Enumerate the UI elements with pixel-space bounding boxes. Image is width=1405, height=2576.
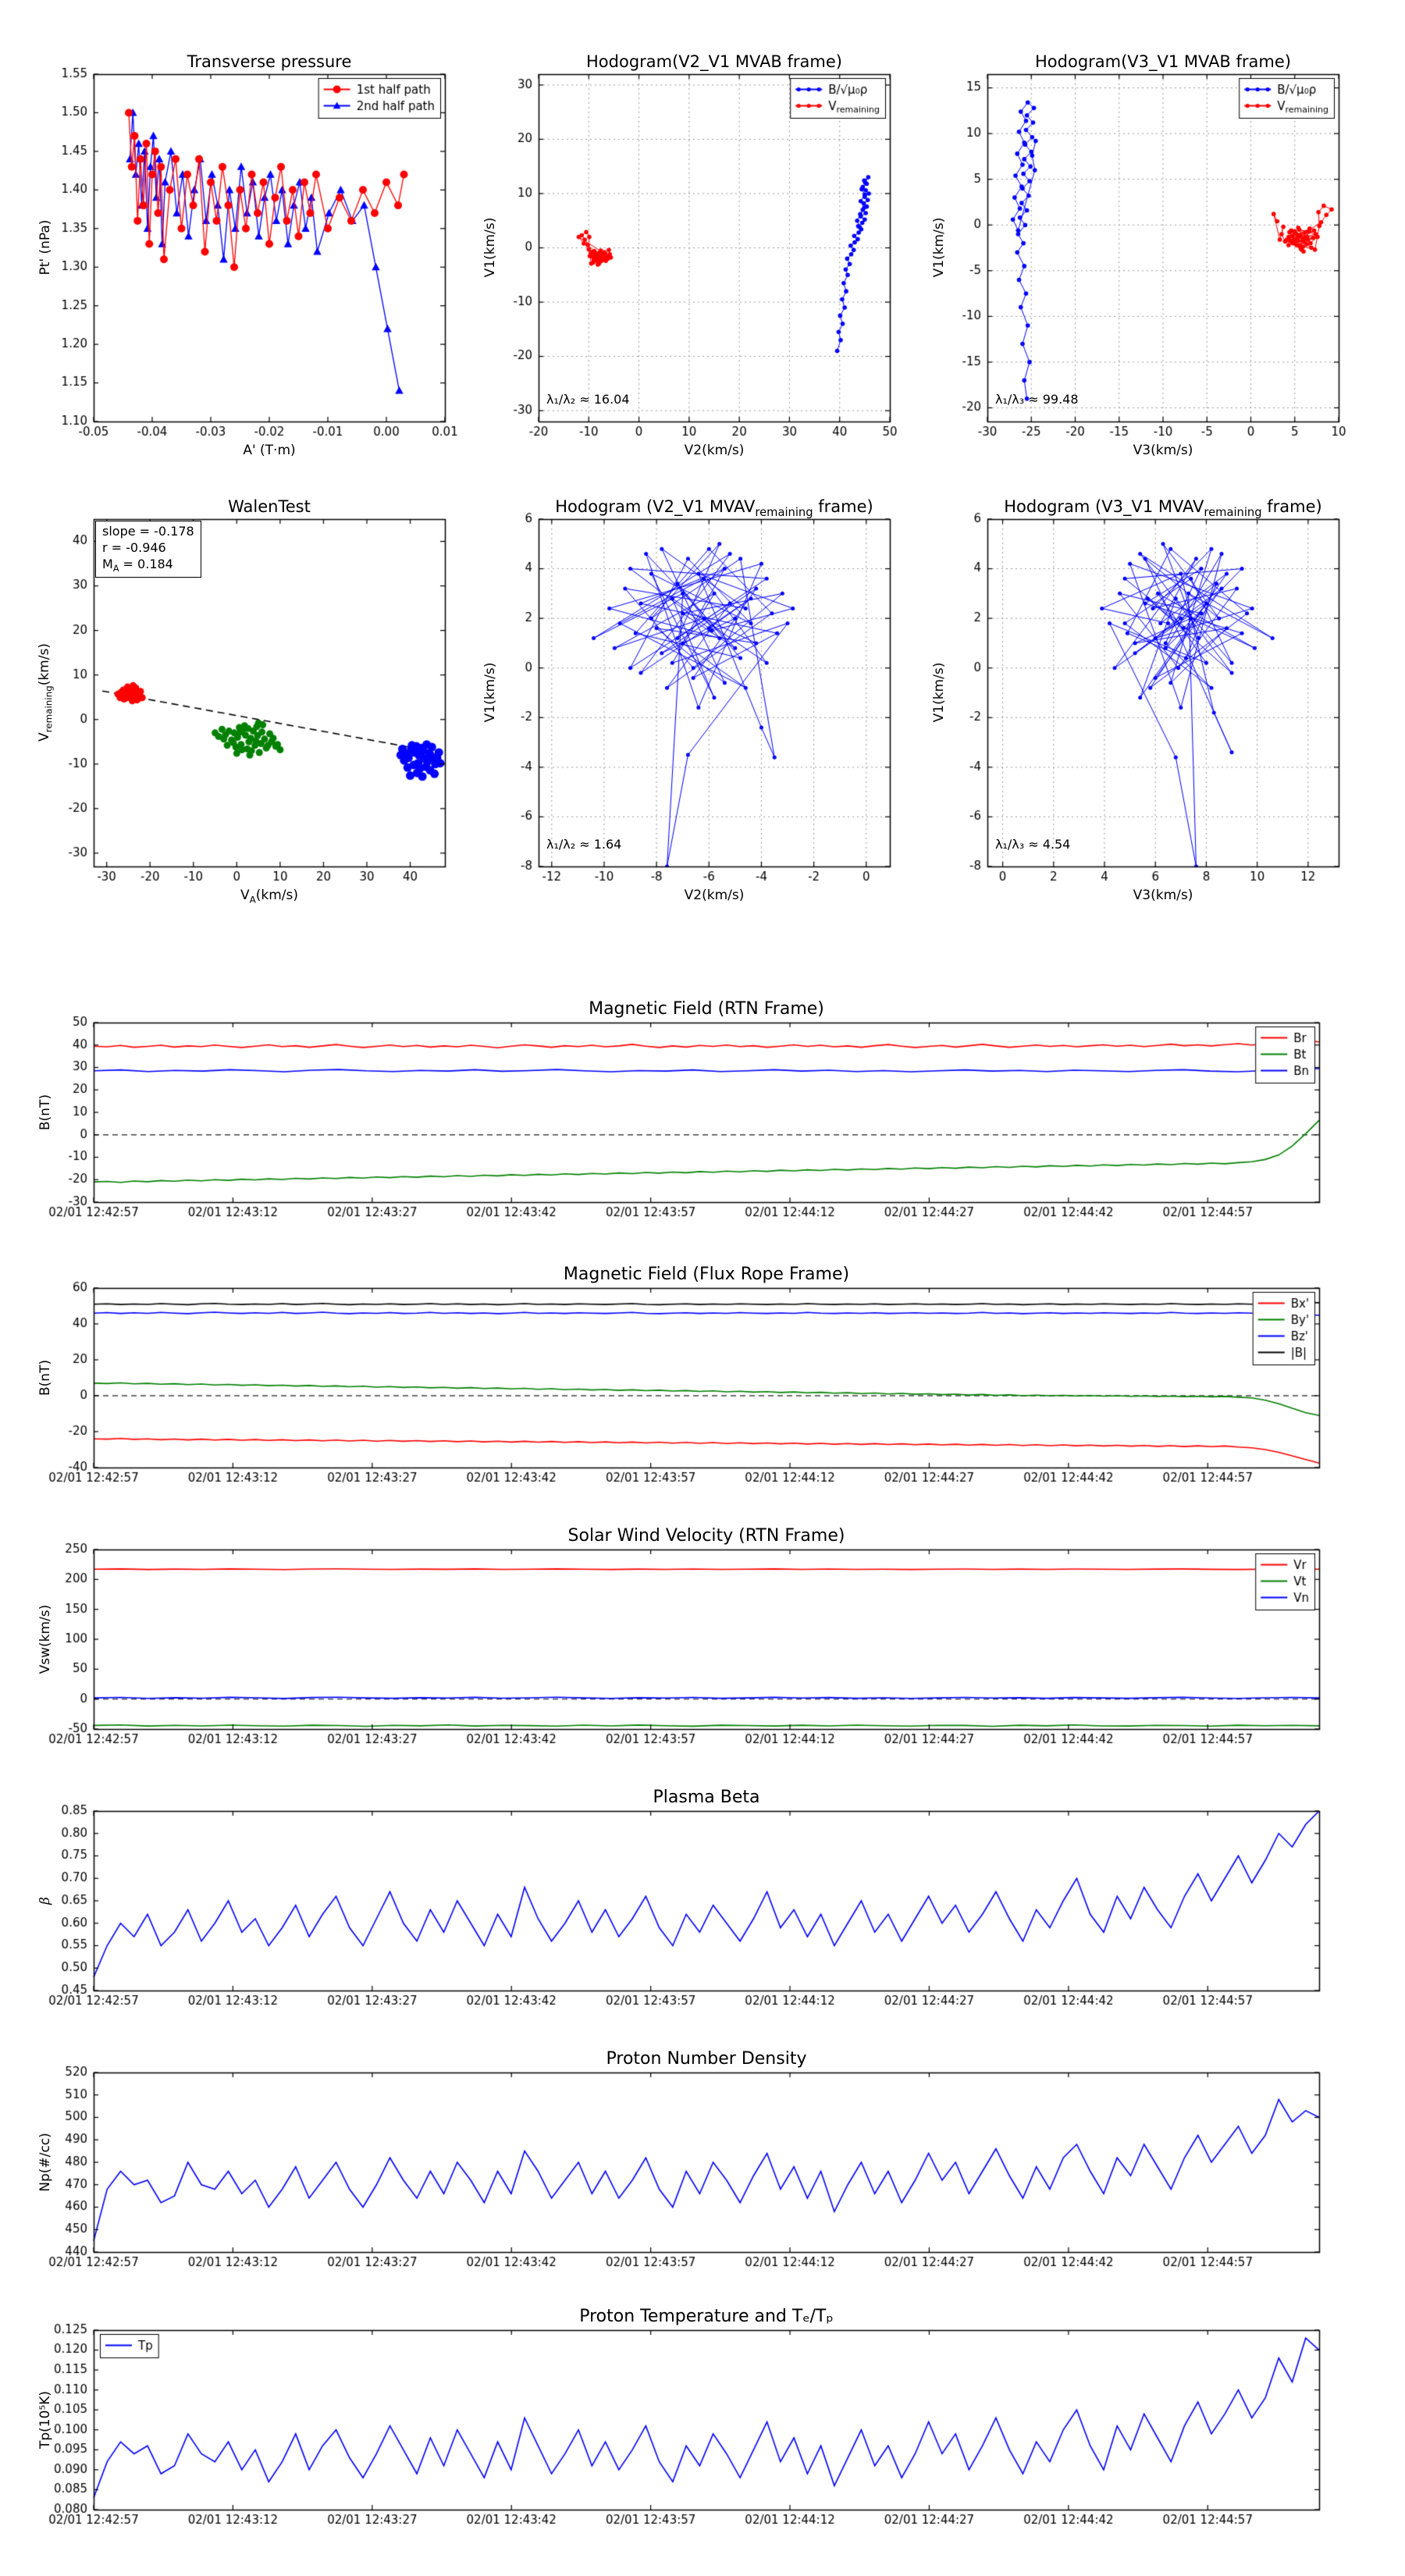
eigenvalue-ratio-annotation: λ₁/λ₃ ≈ 4.54 xyxy=(995,837,1071,852)
y-axis-label: Pt' (nPa) xyxy=(37,219,53,276)
x-axis-label: A' (T·m) xyxy=(243,443,296,458)
x-axis-label: V3(km/s) xyxy=(1133,888,1193,903)
solar-wind-velocity-canvas xyxy=(33,1526,1330,1760)
chart-solar-wind-velocity xyxy=(33,1526,1330,1760)
x-axis-label: V3(km/s) xyxy=(1133,443,1193,458)
chart-title: Transverse pressure xyxy=(187,52,352,71)
y-axis-label: V1(km/s) xyxy=(482,217,498,278)
chart-title: Hodogram(V3_V1 MVAB frame) xyxy=(1035,52,1291,71)
walen-correlation-value: r = -0.946 xyxy=(102,539,166,555)
chart-proton-temperature xyxy=(33,2307,1330,2541)
eigenvalue-ratio-annotation: λ₁/λ₂ ≈ 1.64 xyxy=(546,837,622,852)
y-axis-label: B(nT) xyxy=(37,1359,53,1397)
chart-title: Solar Wind Velocity (RTN Frame) xyxy=(567,1526,845,1546)
chart-title: Plasma Beta xyxy=(653,1788,760,1807)
x-axis-label: V2(km/s) xyxy=(684,888,745,903)
magnetic-field-rtn-canvas xyxy=(33,999,1330,1233)
chart-plasma-beta xyxy=(33,1788,1330,2022)
y-axis-label: Np(#/cc) xyxy=(37,2133,53,2192)
x-axis-label: V2(km/s) xyxy=(684,443,745,458)
chart-title: WalenTest xyxy=(228,497,311,516)
x-axis-label: $V_A(km/s)$ xyxy=(240,888,299,906)
hodogram-v3v1-mvav-canvas xyxy=(927,493,1353,912)
magnetic-field-flux-rope-canvas xyxy=(33,1265,1330,1499)
plasma-beta-canvas xyxy=(33,1788,1330,2022)
transverse-pressure-canvas xyxy=(33,48,459,467)
y-axis-label: V1(km/s) xyxy=(931,217,947,278)
walen-alfven-mach-value: $M_A = 0.184$ xyxy=(102,556,173,574)
chart-transverse-pressure xyxy=(33,48,459,467)
y-axis-label: β xyxy=(37,1897,53,1905)
eigenvalue-ratio-annotation: λ₁/λ₂ ≈ 16.04 xyxy=(546,392,630,407)
proton-temperature-canvas xyxy=(33,2307,1330,2541)
chart-hodogram-v2v1-mvav xyxy=(478,493,904,912)
y-axis-label: Vsw(km/s) xyxy=(37,1604,53,1674)
y-axis-label: Tp(10⁵K) xyxy=(37,2390,53,2450)
chart-title: Hodogram (V2_V1 $MVAV_{remaining}$ frame) xyxy=(555,497,873,520)
chart-title: Magnetic Field (Flux Rope Frame) xyxy=(563,1265,850,1284)
chart-title: Hodogram(V2_V1 MVAB frame) xyxy=(586,52,842,71)
chart-hodogram-v3v1-mvav xyxy=(927,493,1353,912)
chart-magnetic-field-rtn xyxy=(33,999,1330,1233)
chart-hodogram-v3v1-mvab xyxy=(927,48,1353,467)
walen-slope-value: slope = -0.178 xyxy=(102,524,194,539)
chart-title: Hodogram (V3_V1 $MVAV_{remaining}$ frame) xyxy=(1004,497,1322,520)
hodogram-v2v1-mvab-canvas xyxy=(478,48,904,467)
y-axis-label: B(nT) xyxy=(37,1094,53,1131)
y-axis-label: $V_{remaining}(km/s)$ xyxy=(36,643,55,742)
chart-proton-density xyxy=(33,2049,1330,2283)
chart-hodogram-v2v1-mvab xyxy=(478,48,904,467)
eigenvalue-ratio-annotation: λ₁/λ₃ ≈ 99.48 xyxy=(995,392,1079,407)
chart-magnetic-field-flux-rope xyxy=(33,1265,1330,1499)
hodogram-v2v1-mvav-canvas xyxy=(478,493,904,912)
chart-title: Proton Temperature and Tₑ/Tₚ xyxy=(579,2307,834,2326)
chart-walen-test xyxy=(33,493,459,912)
y-axis-label: V1(km/s) xyxy=(482,662,498,723)
y-axis-label: V1(km/s) xyxy=(931,662,947,723)
chart-title: Magnetic Field (RTN Frame) xyxy=(589,999,824,1019)
proton-density-canvas xyxy=(33,2049,1330,2283)
walen-stats-box xyxy=(95,521,201,578)
hodogram-v3v1-mvab-canvas xyxy=(927,48,1353,467)
chart-title: Proton Number Density xyxy=(606,2049,807,2069)
